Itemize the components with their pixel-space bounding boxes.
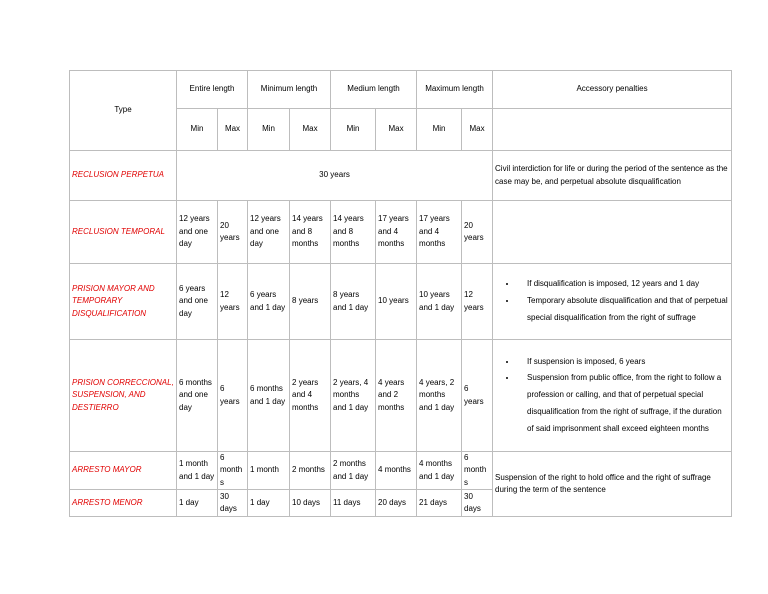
minimum-max: 8 years <box>290 264 331 340</box>
list-item: • Temporary absolute disqualification and that of perpetual special disqualification from the right of suffrage <box>517 293 729 327</box>
maximum-max: 6 years <box>462 340 493 452</box>
medium-length-header: Medium length <box>331 71 417 109</box>
min-header: Min <box>417 109 462 151</box>
minimum-min: 6 months and 1 day <box>248 340 290 452</box>
accessory-penalty <box>493 340 732 452</box>
accessory-list <box>495 276 729 326</box>
accessory-list <box>495 354 729 438</box>
list-item: • If suspension is imposed, 6 years <box>517 354 729 371</box>
medium-min: 14 years and 8 months <box>331 201 376 264</box>
medium-max: 20 days <box>376 490 417 517</box>
medium-min: 2 years, 4 months and 1 day <box>331 340 376 452</box>
penalties-table <box>69 70 732 517</box>
span-value: 30 years <box>177 151 493 201</box>
table-row <box>70 340 732 452</box>
entire-max: 6 months <box>218 452 248 490</box>
accessory-subheader-empty <box>493 109 732 151</box>
entire-min: 6 years and one day <box>177 264 218 340</box>
accessory-penalty <box>493 264 732 340</box>
maximum-max: 12 years <box>462 264 493 340</box>
max-header: Max <box>462 109 493 151</box>
maximum-max: 6 months <box>462 452 493 490</box>
penalty-type: ARRESTO MENOR <box>70 490 177 517</box>
accessory-header: Accessory penalties <box>493 71 732 109</box>
table-row <box>70 264 732 340</box>
maximum-min: 4 months and 1 day <box>417 452 462 490</box>
accessory-penalty: Suspension of the right to hold office and the right of suffrage during the term of the sentence <box>493 452 732 517</box>
max-header: Max <box>376 109 417 151</box>
min-header: Min <box>331 109 376 151</box>
penalty-type: PRISION MAYOR AND TEMPORARY DISQUALIFICATION <box>70 264 177 340</box>
minimum-min: 1 month <box>248 452 290 490</box>
maximum-max: 30 days <box>462 490 493 517</box>
medium-max: 4 months <box>376 452 417 490</box>
list-item: • If disqualification is imposed, 12 years and 1 day <box>517 276 729 293</box>
max-header: Max <box>218 109 248 151</box>
maximum-min: 4 years, 2 months and 1 day <box>417 340 462 452</box>
medium-max: 17 years and 4 months <box>376 201 417 264</box>
entire-length-header: Entire length <box>177 71 248 109</box>
entire-min: 1 month and 1 day <box>177 452 218 490</box>
table-row <box>70 201 732 264</box>
minimum-max: 2 years and 4 months <box>290 340 331 452</box>
maximum-max: 20 years <box>462 201 493 264</box>
minimum-max: 14 years and 8 months <box>290 201 331 264</box>
table-row <box>70 452 732 490</box>
entire-max: 20 years <box>218 201 248 264</box>
table-row <box>70 151 732 201</box>
header-row-1 <box>70 71 732 109</box>
entire-max: 6 years <box>218 340 248 452</box>
penalty-type: RECLUSION TEMPORAL <box>70 201 177 264</box>
min-header: Min <box>177 109 218 151</box>
penalty-type: RECLUSION PERPETUA <box>70 151 177 201</box>
maximum-min: 17 years and 4 months <box>417 201 462 264</box>
list-item: • Suspension from public office, from the right to follow a profession or calling, and that of perpetual special disqualification from the right of suffrage, if the duration of said imprisonment shall exceed eighteen months <box>517 370 729 437</box>
penalty-type: PRISION CORRECCIONAL, SUSPENSION, AND DESTIERRO <box>70 340 177 452</box>
entire-max: 30 days <box>218 490 248 517</box>
maximum-min: 10 years and 1 day <box>417 264 462 340</box>
medium-min: 2 months and 1 day <box>331 452 376 490</box>
minimum-min: 1 day <box>248 490 290 517</box>
maximum-length-header: Maximum length <box>417 71 493 109</box>
minimum-max: 2 months <box>290 452 331 490</box>
max-header: Max <box>290 109 331 151</box>
type-header: Type <box>70 71 177 151</box>
entire-min: 1 day <box>177 490 218 517</box>
medium-min: 8 years and 1 day <box>331 264 376 340</box>
maximum-min: 21 days <box>417 490 462 517</box>
minimum-length-header: Minimum length <box>248 71 331 109</box>
medium-max: 4 years and 2 months <box>376 340 417 452</box>
minimum-min: 12 years and one day <box>248 201 290 264</box>
minimum-min: 6 years and 1 day <box>248 264 290 340</box>
medium-min: 11 days <box>331 490 376 517</box>
entire-max: 12 years <box>218 264 248 340</box>
entire-min: 12 years and one day <box>177 201 218 264</box>
entire-min: 6 months and one day <box>177 340 218 452</box>
accessory-penalty <box>493 201 732 264</box>
accessory-penalty: Civil interdiction for life or during the period of the sentence as the case may be, and perpetual absolute disqualification <box>493 151 732 201</box>
medium-max: 10 years <box>376 264 417 340</box>
minimum-max: 10 days <box>290 490 331 517</box>
min-header: Min <box>248 109 290 151</box>
penalty-type: ARRESTO MAYOR <box>70 452 177 490</box>
